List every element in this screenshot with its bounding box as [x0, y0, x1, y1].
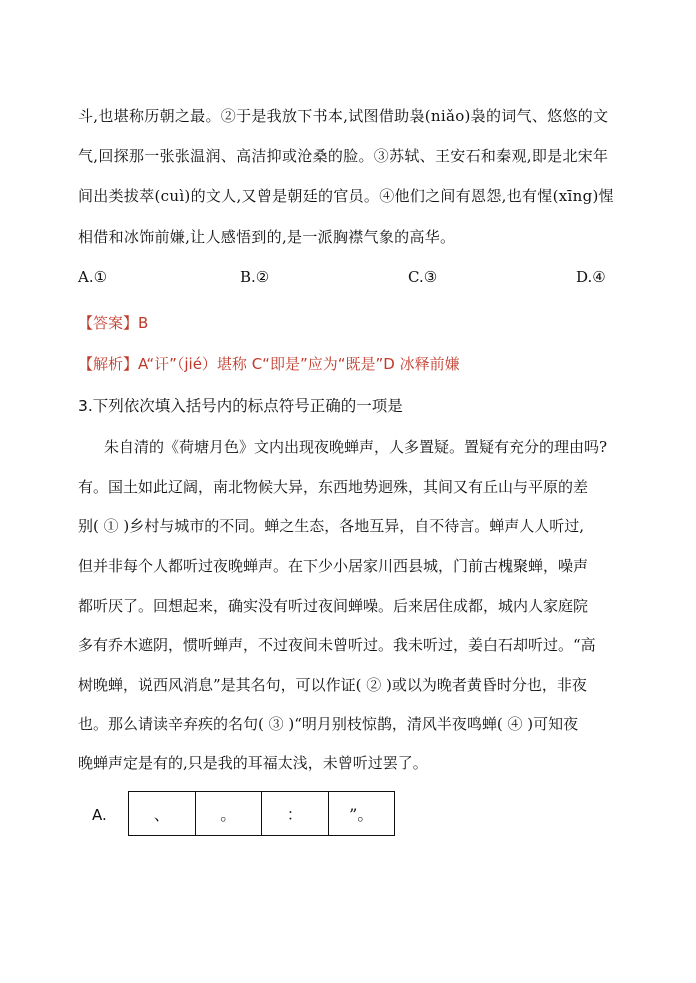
- passage-line: 气,回探那一张张温润、高洁抑或沧桑的脸。③苏轼、王安石和秦观,即是北宋年: [78, 147, 609, 165]
- question-line: 晚蝉声定是有的,只是我的耳福太浅，未曾听过罢了。: [78, 754, 428, 772]
- passage-line: 斗,也堪称历朝之最。②于是我放下书本,试图借助袅(niǎo)袅的词气、悠悠的文: [78, 107, 609, 125]
- table-cell: 。: [195, 792, 262, 836]
- option-a: A.①: [78, 268, 108, 286]
- question-line: 朱自清的《荷塘月色》文内出现夜晚蝉声，人多置疑。置疑有充分的理由吗?: [104, 438, 608, 456]
- question-line: 都听厌了。回想起来，确实没有听过夜间蝉噪。后来居住成都，城内人家庭院: [78, 597, 589, 615]
- passage-line: 间出类拔萃(cuì)的文人,又曾是朝廷的官员。④他们之间有恩怨,也有惺(xīng)惺: [78, 187, 614, 205]
- choice-options: [78, 268, 618, 290]
- question-line: 别( ① )乡村与城市的不同。蝉之生态，各地互异，自不待言。蝉声人人听过,: [78, 517, 585, 535]
- question-title: 3.下列依次填入括号内的标点符号正确的一项是: [78, 397, 403, 415]
- question-line: 树晚蝉，说西风消息”是其名句，可以作证( ② )或以为晚者黄昏时分也，非夜: [78, 676, 587, 694]
- option-d: D.④: [576, 268, 606, 286]
- table-cell: ”。: [328, 792, 395, 836]
- question-line: 但并非每个人都听过夜晚蝉声。在下少小居家川西县城，门前古槐聚蝉，噪声: [78, 557, 589, 575]
- question-line: 也。那么请读辛弃疾的名句( ③ )“明月别枝惊鹊，清风半夜鸣蝉( ④ )可知夜: [78, 715, 579, 733]
- option-b: B.②: [240, 268, 270, 286]
- answer-a-table: [128, 791, 395, 836]
- question-line: 有。国土如此辽阔，南北物候大异，东西地势迥殊，其间又有丘山与平原的差: [78, 478, 589, 496]
- question-line: 多有乔木遮阴，惯听蝉声，不过夜间未曾听过。我未听过，姜白石却听过。“高: [78, 636, 596, 654]
- passage-line: 相借和冰饰前嫌,让人感悟到的,是一派胸襟气象的高华。: [78, 228, 456, 246]
- option-c: C.③: [408, 268, 438, 286]
- answer-text: 【答案】B: [78, 314, 149, 332]
- table-cell: ：: [262, 792, 329, 836]
- table-cell: 、: [129, 792, 196, 836]
- answer-a-label: A.: [92, 806, 107, 824]
- analysis-text: 【解析】A“讦”（jié）堪称 C“即是”应为“既是”D 冰释前嫌: [78, 355, 460, 373]
